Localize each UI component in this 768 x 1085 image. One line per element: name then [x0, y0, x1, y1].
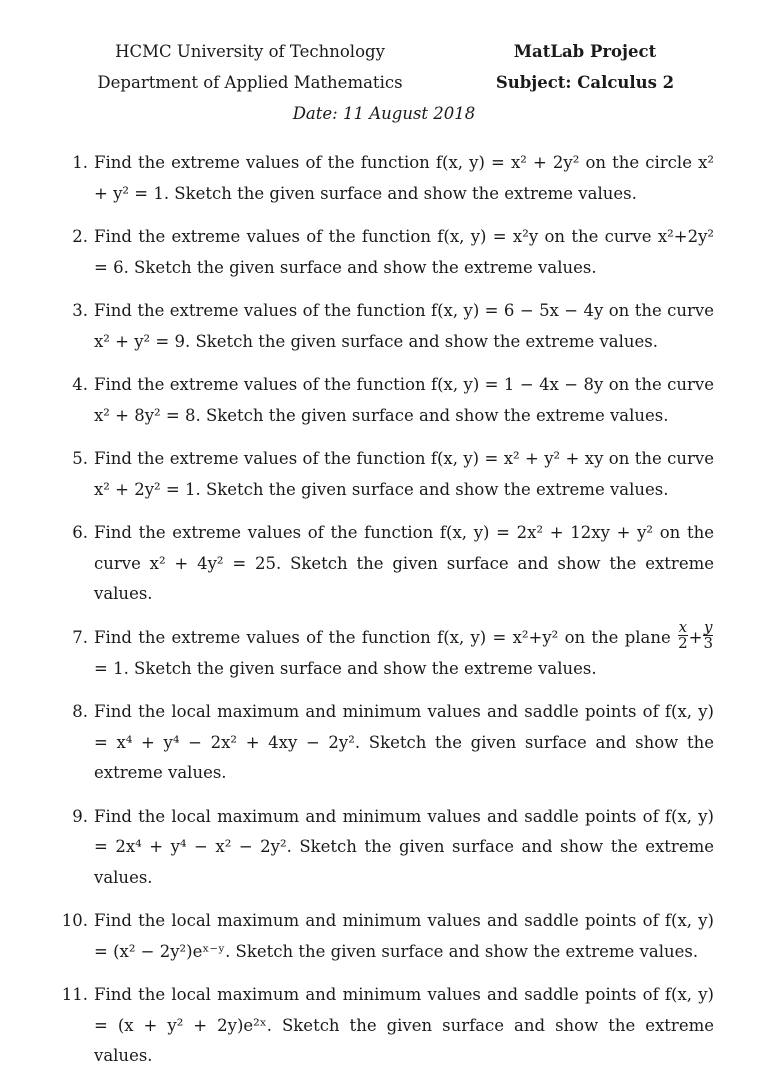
problem-text: Find the local maximum and minimum values and saddle points of f(x, y) = (x + y² + 2y)e²ˣ. Sketch the given surface and show the extreme values. — [94, 985, 714, 1065]
fraction-y-over-3 — [703, 617, 713, 652]
problem-text-before: Find the extreme values of the function f(x, y) = x²+y² on the plane — [94, 627, 678, 647]
problem-text: Find the extreme values of the function f(x, y) = x² + y² + xy on the curve x² + 2y² = 1. Sketch the given surface and show the extreme values. — [94, 449, 714, 499]
problem-text: Find the local maximum and minimum values and saddle points of f(x, y) = 2x⁴ + y⁴ − x² − 2y². Sketch the given surface and show the extreme values. — [94, 806, 714, 887]
problem-text: Find the extreme values of the function f(x, y) = 2x² + 12xy + y² on the curve x² + 4y² = 25. Sketch the given surface and show the extreme values. — [94, 523, 714, 603]
problem-number: 8. — [72, 702, 88, 721]
problem-list — [0, 148, 768, 1085]
fraction-numerator: y — [703, 617, 713, 636]
fraction-numerator: x — [678, 617, 688, 636]
university-name: HCMC University of Technology — [115, 42, 385, 61]
problem-number: 1. — [72, 153, 88, 172]
problem-number: 3. — [72, 301, 88, 320]
problem-number: 2. — [72, 227, 88, 246]
problem-text: Find the extreme values of the function f(x, y) = x²y on the curve x²+2y² = 6. Sketch the given surface and show the extreme values. — [94, 227, 714, 277]
problem-item — [61, 980, 714, 1072]
problem-item — [72, 222, 714, 283]
problem-text: Find the extreme values of the function f(x, y) = 6 − 5x − 4y on the curve x² + y² = 9. Sketch the given surface and show the extreme values. — [94, 301, 714, 351]
fraction-x-over-2 — [678, 617, 688, 652]
project-title: MatLab Project — [513, 42, 657, 61]
plus-sign: + — [688, 627, 703, 647]
problem-text: Find the extreme values of the function f(x, y) = 1 − 4x − 8y on the curve x² + 8y² = 8. Sketch the given surface and show the extreme values. — [94, 375, 714, 425]
problem-item — [72, 802, 714, 894]
problem-number: 4. — [72, 375, 88, 394]
problem-number: 6. — [72, 523, 88, 542]
fraction-denominator: 2 — [678, 633, 688, 652]
problem-text: Find the local maximum and minimum values and saddle points of f(x, y) = x⁴ + y⁴ − 2x² + 4xy − 2y². Sketch the given surface and show the extreme values. — [94, 702, 714, 782]
problem-text-after: = 1. Sketch the given surface and show the extreme values. — [94, 658, 597, 678]
problem-number: 11. — [61, 985, 88, 1004]
department-name: Department of Applied Mathematics — [97, 73, 403, 92]
problem-item — [72, 444, 714, 505]
problem-number: 9. — [72, 806, 88, 826]
document-header — [0, 42, 768, 104]
subject-title: Subject: Calculus 2 — [495, 73, 675, 92]
problem-item — [72, 370, 714, 431]
problem-item — [72, 148, 714, 209]
fraction-denominator: 3 — [703, 633, 713, 652]
problem-text: Find the local maximum and minimum values and saddle points of f(x, y) = (x² − 2y²)eˣ⁻ʸ. Sketch the given surface and show the extreme values. — [94, 911, 714, 961]
problem-number: 5. — [72, 449, 88, 468]
problem-item — [72, 617, 714, 685]
problem-item — [72, 296, 714, 357]
document-date: Date: 11 August 2018 — [292, 104, 476, 123]
problem-number: 7. — [72, 627, 88, 647]
problem-item — [61, 906, 714, 967]
problem-number: 10. — [61, 911, 88, 930]
problem-text: Find the extreme values of the function f(x, y) = x² + 2y² on the circle x² + y² = 1. Sketch the given surface and show the extreme values. — [94, 153, 714, 203]
problem-item — [72, 697, 714, 789]
problem-item — [72, 518, 714, 610]
